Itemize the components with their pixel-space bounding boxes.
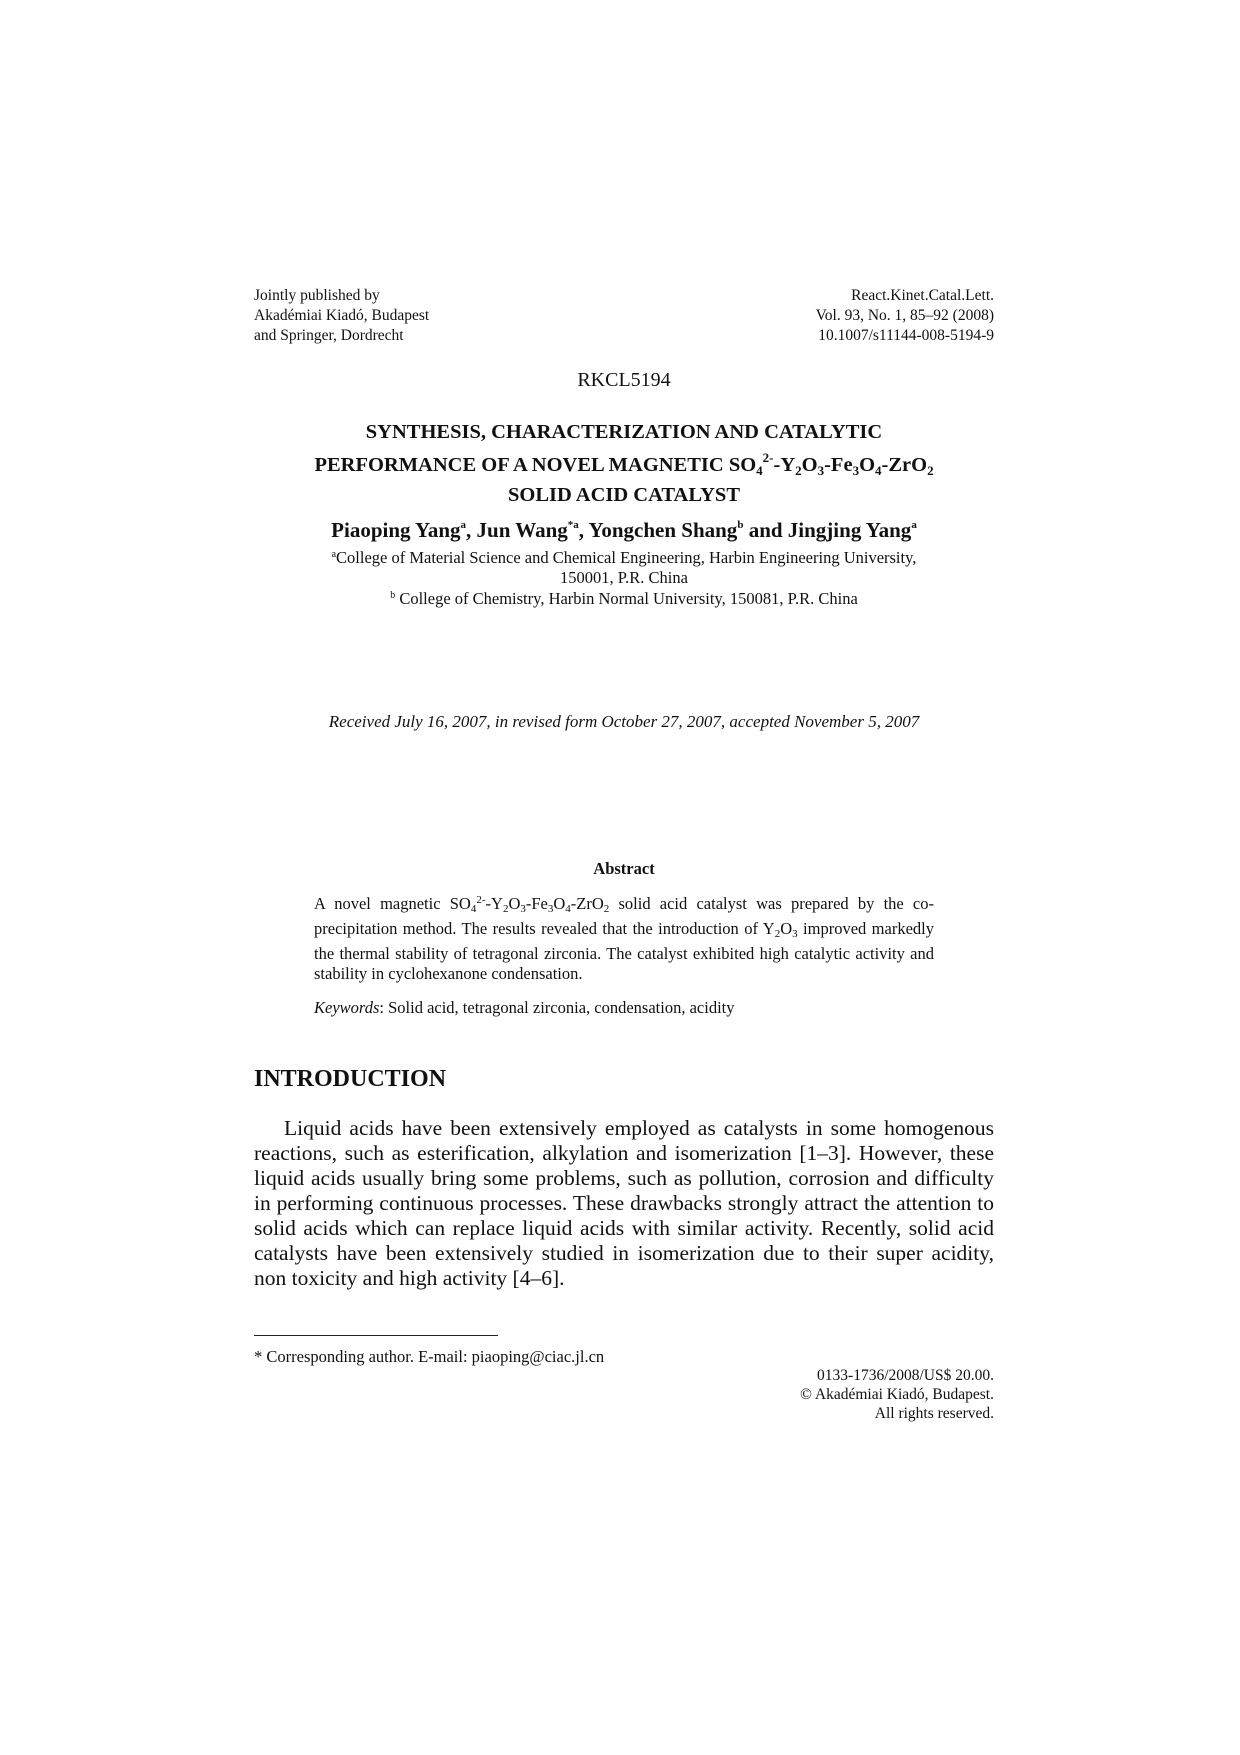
author: Jun Wang [476,518,568,542]
author: Jingjing Yang [787,518,912,542]
publisher-info: Jointly published by Akadémiai Kiadó, Budapest and Springer, Dordrecht [254,287,430,344]
corresponding-author-footnote: * Corresponding author. E-mail: piaoping@ciac.jl.cn [254,1347,605,1366]
keywords: Keywords: Solid acid, tetragonal zirconia, condensation, acidity [314,998,735,1017]
section-heading-introduction: INTRODUCTION [254,1066,447,1092]
author: Yongchen Shang [588,518,738,542]
author-list: Piaoping Yang$^a$, Jun Wang$^{*a}$, Yongchen Shang$^b$ and Jingjing Yang$^a$ [331,518,917,542]
author: Piaoping Yang [331,518,461,542]
abstract-heading: Abstract [593,859,655,878]
affiliation-a: $^a$College of Material Science and Chemical Engineering, Harbin Engineering University, 150001, P.R. China [331,548,917,587]
received-dates: Received July 16, 2007, in revised form October 27, 2007, accepted November 5, 2007 [328,712,920,731]
introduction-paragraph: Liquid acids have been extensively employed as catalysts in some homogenous reactions, such as esterification, alkylation and isomerization [1–3]. However, these liquid acids usually bring some problems, such as pollution, corrosion and difficulty in performing continuous processes. These drawbacks strongly attract the attention to solid acids which can replace liquid acids with similar activity. Recently, solid acid catalysts have been extensively studied in isomerization due to their super acidity, non toxicity and high activity [4–6]. [254,1116,994,1290]
article-code: RKCL5194 [577,369,671,391]
affiliation-b: $^b$ College of Chemistry, Harbin Normal University, 150081, P.R. China [390,589,858,608]
copyright-notice: 0133-1736/2008/US$ 20.00. © Akadémiai Kiadó, Budapest. All rights reserved. [800,1367,994,1422]
abstract-text: A novel magnetic $SO_4^{2-}-Y_2O_3-Fe_3O_4-ZrO_2$ solid acid catalyst was prepared by the co-precipitation method. The results revealed that the introduction of $Y_2O_3$ improved markedly the thermal stability of tetragonal zirconia. The catalyst exhibited high catalytic activity and stability in cyclohexanone condensation. [314,894,935,983]
paper-title: SYNTHESIS, CHARACTERIZATION AND CATALYTIC PERFORMANCE OF A NOVEL MAGNETIC $SO_4^{2-}-Y_2O_3-Fe_3O_4-ZrO_2$ SOLID ACID CATALYST [314,421,934,506]
journal-citation: React.Kinet.Catal.Lett. Vol. 93, No. 1, 85–92 (2008) 10.1007/s11144-008-5194-9 [815,287,994,344]
footnote-divider [254,1335,498,1336]
